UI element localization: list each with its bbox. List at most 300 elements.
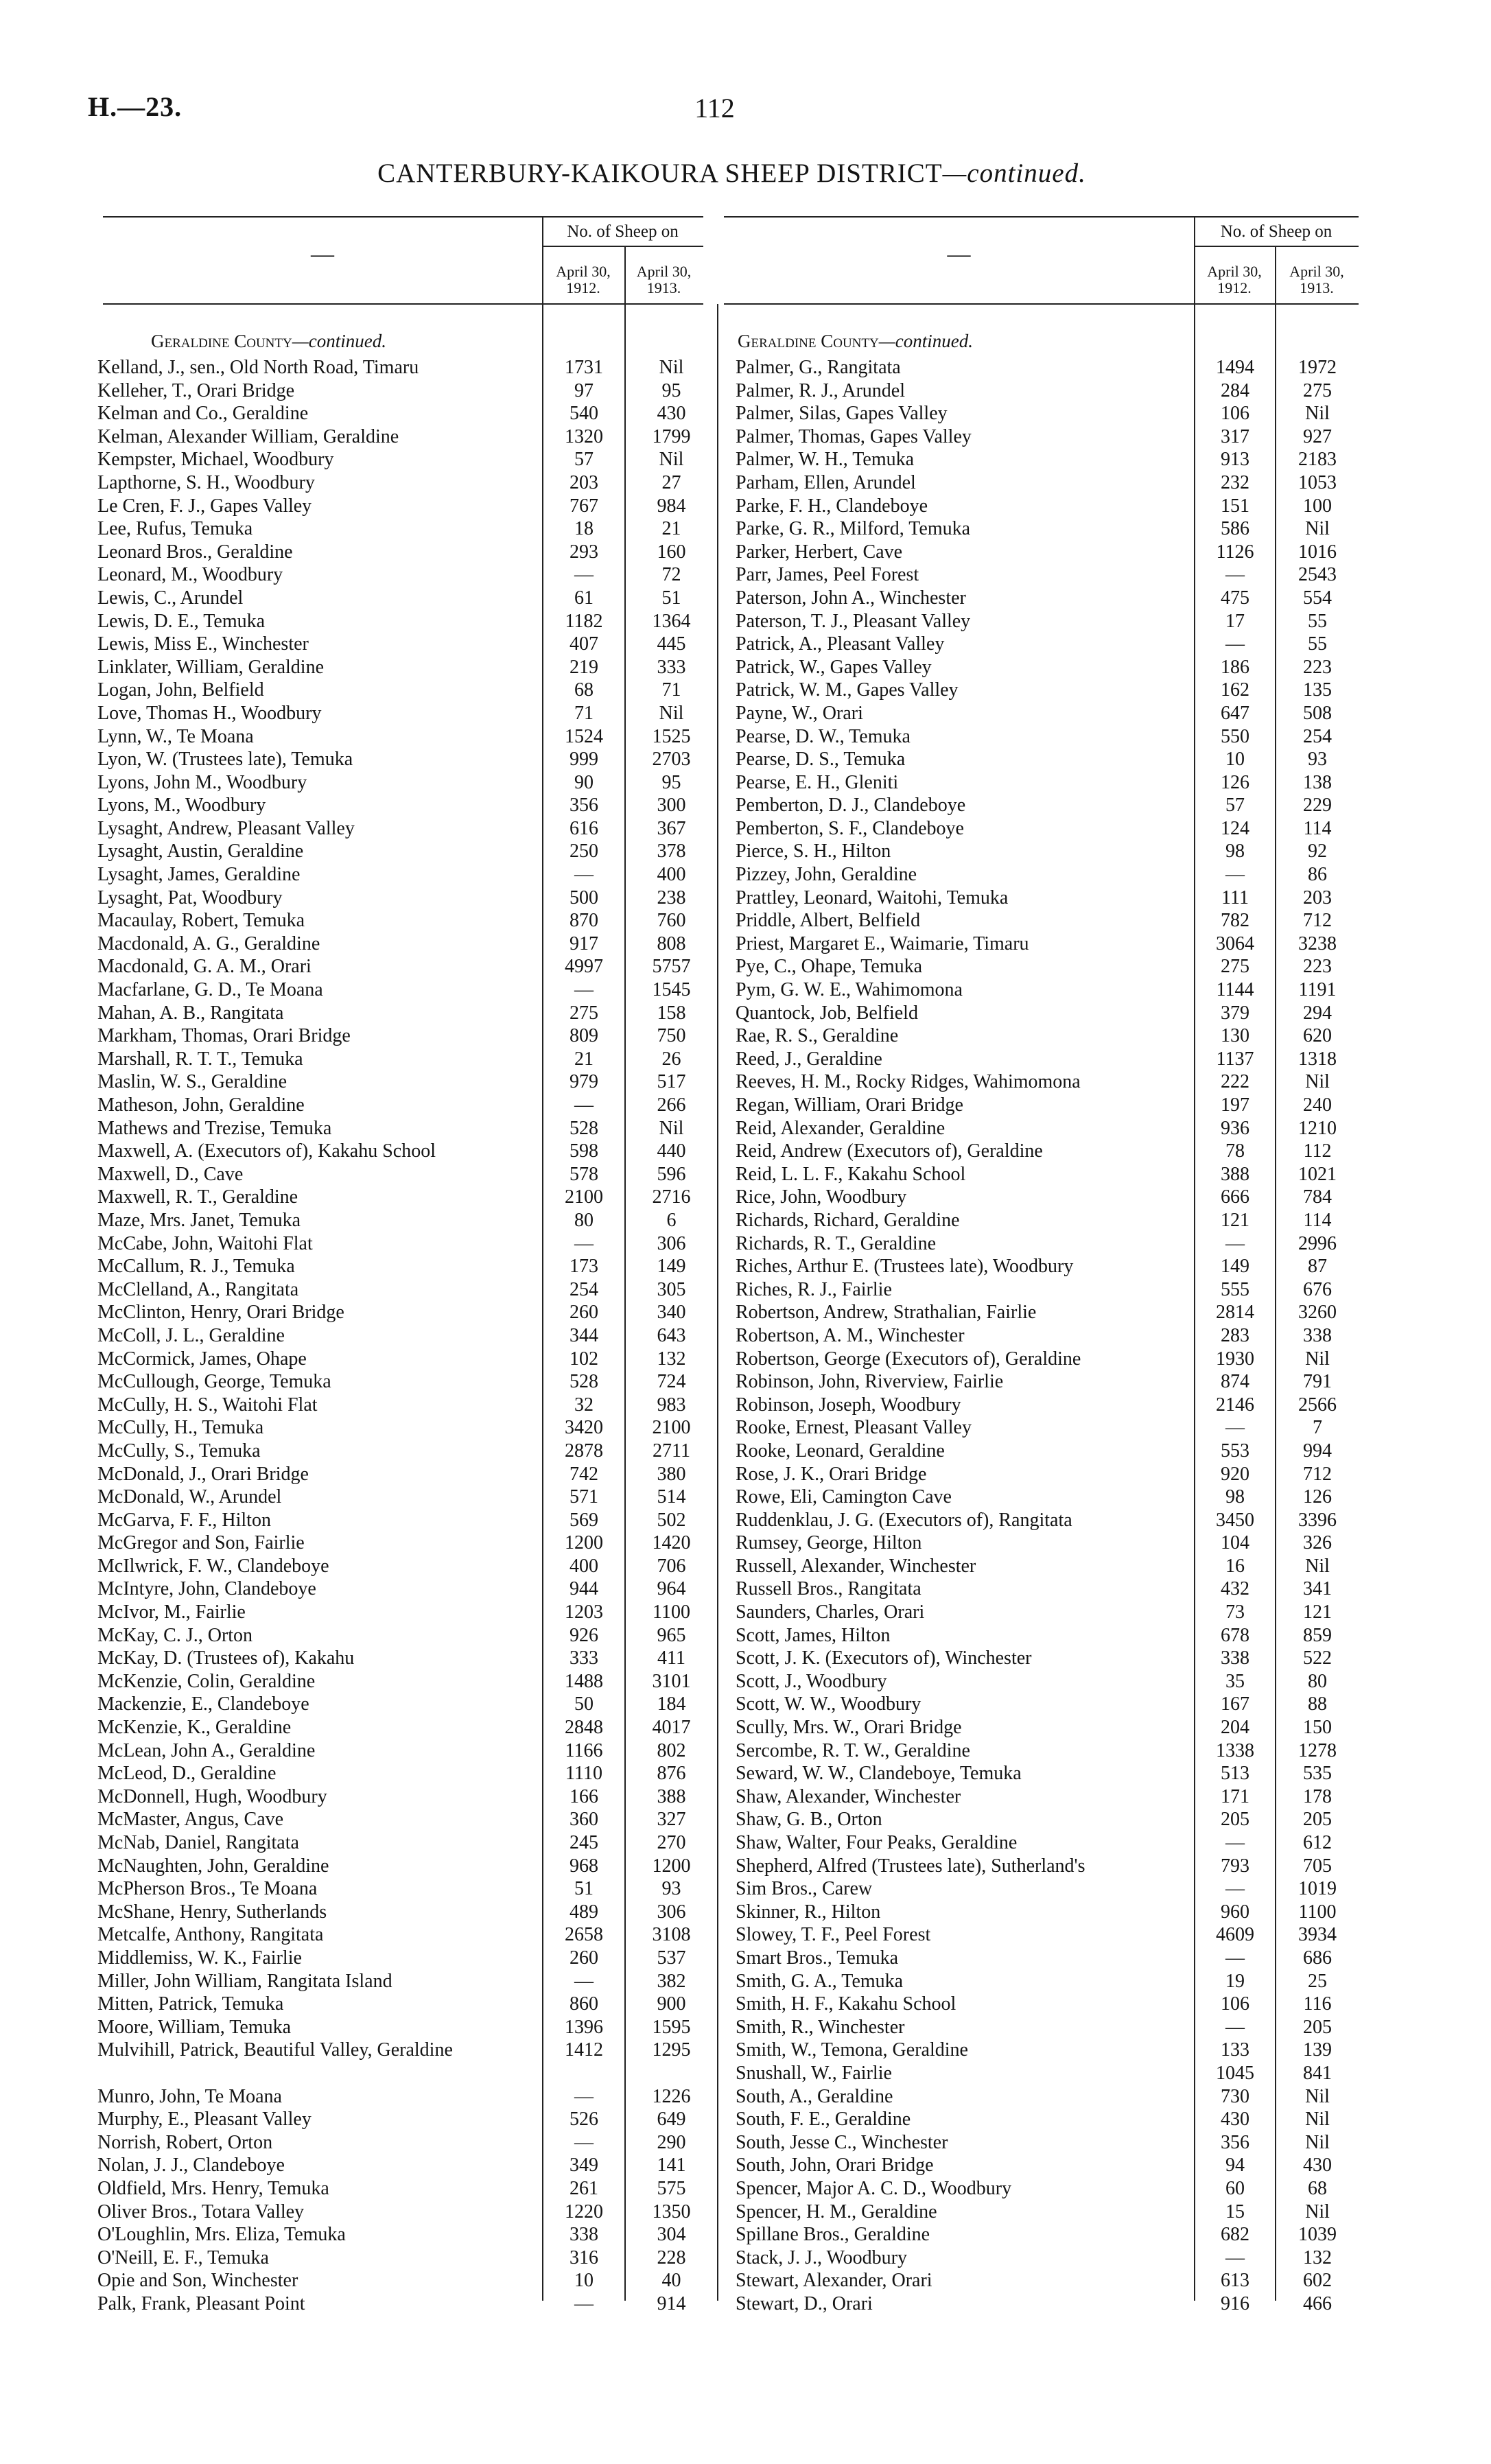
sheep-1912: 742 [570,1463,598,1485]
sheep-1912: 944 [570,1578,598,1600]
owner-name: Linklater, William, Geraldine [97,656,325,678]
sheep-1913: 306 [657,1901,686,1923]
left-rows [97,356,717,2315]
sheep-1913: 51 [661,587,681,609]
sheep-1913: 440 [657,1140,686,1162]
owner-name: Reid, Andrew (Executors of), Geraldine [736,1140,1043,1162]
table-row [736,656,1359,679]
sheep-1913: 1350 [652,2201,691,2222]
owner-name: Lynn, W., Te Moana [97,725,254,747]
owner-name: Palmer, W. H., Temuka [736,449,915,471]
sheep-1912: 204 [1221,1717,1249,1739]
sheep-1912: 35 [1225,1670,1245,1692]
owner-name: Pym, G. W. E., Wahimomona [736,979,963,1001]
sheep-1913: 522 [1303,1647,1332,1669]
owner-name: Macaulay, Robert, Temuka [97,910,305,932]
table-row [97,563,717,587]
owner-name: McKenzie, Colin, Geraldine [97,1670,316,1692]
table-row [736,1024,1359,1048]
owner-name: Saunders, Charles, Orari [736,1601,925,1623]
sheep-1913: 71 [661,679,681,701]
owner-name: Shaw, Alexander, Winchester [736,1785,961,1807]
owner-name: Nolan, J. J., Clandeboye [97,2155,285,2176]
owner-name: Maze, Mrs. Janet, Temuka [97,1209,301,1231]
sheep-1912: — [574,2292,594,2314]
owner-name: Patrick, W., Gapes Valley [736,656,932,678]
sheep-1913: 712 [1303,910,1332,932]
sheep-1912: 3450 [1216,1509,1254,1531]
table-row [736,1555,1359,1578]
sheep-1913: 4017 [652,1717,691,1739]
sheep-1913: 430 [657,403,686,425]
owner-name: Stewart, Alexander, Orari [736,2270,932,2292]
owner-name: O'Neill, E. F., Temuka [97,2246,269,2268]
owner-name: South, John, Orari Bridge [736,2155,934,2176]
sheep-1912: 430 [1221,2109,1249,2131]
sheep-1913: 223 [1303,956,1332,978]
table-row [97,517,717,541]
sheep-1913: 205 [1303,2016,1332,2038]
owner-name: Miller, John William, Rangitata Island [97,1970,392,1992]
owner-name: McNab, Daniel, Rangitata [97,1832,299,1853]
sheep-1913: 139 [1303,2039,1332,2061]
sheep-1912: 1137 [1216,1048,1254,1070]
owner-name: McGarva, F. F., Hilton [97,1509,271,1531]
table-row [736,2108,1359,2131]
owner-name: Shaw, G. B., Orton [736,1809,882,1831]
sheep-1912: — [574,864,594,886]
sheep-1912: 17 [1225,610,1245,632]
owner-name: Kelman, Alexander William, Geraldine [97,425,399,447]
table-row [97,1601,717,1624]
sheep-1913: 686 [1303,1947,1332,1969]
table-row [736,495,1359,518]
table-row [97,1785,717,1809]
table-row [736,794,1359,817]
left-col2-line2: 1913. [646,279,681,296]
owner-name: McDonnell, Hugh, Woodbury [97,1785,327,1807]
table-row [736,1002,1359,1025]
sheep-1913: 254 [1303,725,1332,747]
sheep-1913: 21 [661,518,681,540]
sheep-1912: — [1225,1417,1245,1439]
sheep-1913: 87 [1308,1256,1327,1278]
owner-name: Macdonald, A. G., Geraldine [97,932,320,954]
owner-name: Prattley, Leonard, Waitohi, Temuka [736,887,1009,908]
owner-name: Riches, Arthur E. (Trustees late), Woodbury [736,1256,1074,1278]
sheep-1913: 750 [657,1025,686,1047]
table-row [736,1739,1359,1763]
sheep-1913: 114 [1303,817,1332,839]
sheep-1912: 121 [1221,1209,1249,1231]
table-row [97,1970,717,1993]
sheep-1912: 293 [570,541,598,563]
sheep-1913: Nil [659,1117,684,1139]
sheep-1912: — [1225,2246,1245,2268]
owner-name: Stewart, D., Orari [736,2292,873,2314]
owner-name: Rooke, Leonard, Geraldine [736,1440,945,1462]
table-row [97,817,717,841]
sheep-1912: 133 [1221,2039,1249,2061]
sheep-1912: 349 [570,2155,598,2176]
sheep-1913: 2100 [652,1417,691,1439]
table-row [97,1670,717,1693]
table-row [97,1831,717,1855]
table-row [97,771,717,795]
sheep-1913: Nil [1305,518,1330,540]
left-col1-line1: April 30, [556,263,611,280]
owner-name: Scott, J., Woodbury [736,1670,887,1692]
owner-name: Patrick, A., Pleasant Valley [736,633,945,655]
owner-name: Richards, Richard, Geraldine [736,1209,960,1231]
sheep-1912: 550 [1221,725,1249,747]
sheep-1912: 979 [570,1071,598,1093]
table-row [736,1647,1359,1670]
right-header-no-of-sheep: No. of Sheep on [1220,222,1332,241]
sheep-1913: 2183 [1298,449,1337,471]
owner-name: McCully, H. S., Waitohi Flat [97,1394,318,1416]
owner-name: Marshall, R. T. T., Temuka [97,1048,303,1070]
sheep-1913: 93 [661,1878,681,1900]
table-row [736,379,1359,403]
table-row [736,1140,1359,1163]
owner-name: Pye, C., Ohape, Temuka [736,956,923,978]
table-row [97,1370,717,1394]
sheep-1913: 2996 [1298,1232,1337,1254]
table-row [736,1785,1359,1809]
owner-name: Kelleher, T., Orari Bridge [97,379,295,401]
table-row [97,633,717,656]
sheep-1913: 228 [657,2246,686,2268]
table-row [736,633,1359,656]
sheep-1912: 173 [570,1256,598,1278]
sheep-1913: 340 [657,1302,686,1324]
sheep-1913: 126 [1303,1486,1332,1508]
sheep-1913: 1019 [1298,1878,1337,1900]
owner-name: Le Cren, F. J., Gapes Valley [97,495,312,517]
table-row [97,1186,717,1209]
sheep-1912: 50 [574,1693,594,1715]
sheep-1912: 553 [1221,1440,1249,1462]
right-col1-line2: 1912. [1217,279,1252,296]
sheep-1912: 809 [570,1025,598,1047]
table-row [736,1577,1359,1601]
sheep-1913: 876 [657,1763,686,1785]
table-row [736,1117,1359,1140]
owner-name: McCullough, George, Temuka [97,1371,331,1393]
owner-name: Lyon, W. (Trustees late), Temuka [97,749,353,771]
sheep-1912: 130 [1221,1025,1249,1047]
left-body-rule-c [717,304,718,2301]
table-row [736,2223,1359,2246]
owner-name: Opie and Son, Winchester [97,2270,298,2292]
sheep-1913: 554 [1303,587,1332,609]
right-header-col2 [1275,263,1359,296]
left-header-mid-rule [542,246,703,247]
sheep-1912: 1203 [565,1601,603,1623]
owner-name: Robertson, Andrew, Strathalian, Fairlie [736,1302,1037,1324]
sheep-1912: 528 [570,1371,598,1393]
owner-name: Scott, James, Hilton [736,1624,891,1646]
sheep-1912: 124 [1221,817,1249,839]
sheep-1912: 16 [1225,1555,1245,1577]
sheep-1913: 3238 [1298,932,1337,954]
sheep-1912: 32 [574,1394,594,1416]
table-row [97,1877,717,1901]
sheep-1913: 983 [657,1394,686,1416]
owner-name: Lewis, D. E., Temuka [97,610,266,632]
sheep-1913: 914 [657,2292,686,2314]
sheep-1912: 203 [570,471,598,493]
table-row [97,2131,717,2155]
sheep-1913: 3396 [1298,1509,1337,1531]
owner-name: Maxwell, R. T., Geraldine [97,1186,298,1208]
sheep-1913: 712 [1303,1463,1332,1485]
owner-name: Rowe, Eli, Camington Cave [736,1486,952,1508]
sheep-1912: 260 [570,1302,598,1324]
table-row [736,909,1359,932]
owner-name: Mathews and Trezise, Temuka [97,1117,332,1139]
sheep-1912: 920 [1221,1463,1249,1485]
sheep-1913: 430 [1303,2155,1332,2176]
table-row [736,679,1359,702]
sheep-1913: 1200 [652,1855,691,1877]
owner-name: Macfarlane, G. D., Te Moana [97,979,323,1001]
owner-name: Rice, John, Woodbury [736,1186,907,1208]
sheep-1913: 160 [657,541,686,563]
owner-name: Markham, Thomas, Orari Bridge [97,1025,351,1047]
sheep-1912: 98 [1225,841,1245,863]
owner-name: Lewis, Miss E., Winchester [97,633,309,655]
sheep-1913: 1039 [1298,2224,1337,2246]
sheep-1912: 126 [1221,771,1249,793]
sheep-1913: 1100 [1298,1901,1337,1923]
table-row [97,1301,717,1324]
sheep-1913: 508 [1303,702,1332,724]
sheep-1913: 984 [657,495,686,517]
sheep-1913: 25 [1308,1970,1327,1992]
left-header-col2 [624,263,703,296]
sheep-1912: 4997 [565,956,603,978]
table-row [736,1278,1359,1302]
table-row [97,2108,717,2131]
sheep-1912: 10 [1225,749,1245,771]
sheep-1913: 927 [1303,425,1332,447]
table-row [97,2039,717,2085]
sheep-1912: 260 [570,1947,598,1969]
sheep-1912: 356 [570,795,598,817]
owner-name: McNaughten, John, Geraldine [97,1855,329,1877]
owner-name: Oliver Bros., Totara Valley [97,2201,305,2222]
owner-name: McPherson Bros., Te Moana [97,1878,318,1900]
owner-name: Pizzey, John, Geraldine [736,864,917,886]
sheep-1913: 80 [1308,1670,1327,1692]
owner-name: Stack, J. J., Woodbury [736,2246,908,2268]
table-row [736,1509,1359,1532]
sheep-1912: — [1225,1232,1245,1254]
owner-name: Munro, John, Te Moana [97,2085,282,2107]
sheep-1913: 388 [657,1785,686,1807]
sheep-1913: Nil [1305,2109,1330,2131]
sheep-1913: 517 [657,1071,686,1093]
owner-name: McClinton, Henry, Orari Bridge [97,1302,344,1324]
table-row [97,1993,717,2016]
table-row [97,679,717,702]
left-col2-line1: April 30, [636,263,692,280]
table-row [97,1739,717,1763]
owner-name: Regan, William, Orari Bridge [736,1094,963,1116]
sheep-1912: 513 [1221,1763,1249,1785]
table-row [736,1324,1359,1348]
right-header-col1 [1194,263,1275,296]
table-row [736,1762,1359,1785]
sheep-1912: 61 [574,587,594,609]
sheep-1912: 1930 [1216,1348,1254,1370]
owner-name: Parker, Herbert, Cave [736,541,902,563]
owner-name: McIvor, M., Fairlie [97,1601,246,1623]
sheep-1912: 261 [570,2177,598,2199]
table-row [736,748,1359,771]
sheep-1912: 1731 [565,357,603,378]
right-header-dash: — [947,242,971,267]
sheep-1913: 802 [657,1739,686,1761]
sheep-1913: 445 [657,633,686,655]
table-row [97,2177,717,2201]
table-row [736,725,1359,749]
sheep-1913: 205 [1303,1809,1332,1831]
sheep-1912: 400 [570,1555,598,1577]
sheep-1913: 290 [657,2131,686,2153]
table-row [97,425,717,449]
table-row [736,425,1359,449]
sheep-1912: 2146 [1216,1394,1254,1416]
sheep-1913: 1278 [1298,1739,1337,1761]
sheep-1912: 250 [570,841,598,863]
owner-name: Lysaght, Austin, Geraldine [97,841,304,863]
owner-name: Pearse, D. W., Temuka [736,725,911,747]
sheep-1912: — [574,979,594,1001]
sheep-1913: 1053 [1298,471,1337,493]
owner-name: Palmer, G., Rangitata [736,357,901,378]
sheep-1912: 1338 [1216,1739,1254,1761]
sheep-1912: 57 [574,449,594,471]
owner-name: Pierce, S. H., Hilton [736,841,891,863]
table-row [736,2039,1359,2062]
table-row [736,402,1359,425]
owner-name: Palmer, R. J., Arundel [736,379,905,401]
sheep-1913: 223 [1303,656,1332,678]
sheep-1912: 57 [1225,795,1245,817]
sheep-1913: 400 [657,864,686,886]
sheep-1912: 219 [570,656,598,678]
owner-name: McCabe, John, Waitohi Flat [97,1232,313,1254]
table-row [97,1232,717,1256]
sheep-1913: 55 [1308,633,1327,655]
sheep-1912: 10 [574,2270,594,2292]
sheep-1912: 205 [1221,1809,1249,1831]
sheep-1913: 411 [657,1647,685,1669]
sheep-1912: 2848 [565,1717,603,1739]
sheep-1912: 379 [1221,1002,1249,1024]
sheep-1913: 1420 [652,1532,691,1554]
table-row [97,495,717,518]
sheep-1912: 60 [1225,2177,1245,2199]
sheep-1912: — [1225,1878,1245,1900]
owner-name: McCallum, R. J., Temuka [97,1256,295,1278]
table-row [97,1555,717,1578]
sheep-1913: 132 [1303,2246,1332,2268]
table-row [736,887,1359,910]
sheep-1912: — [1225,633,1245,655]
sheep-1913: 382 [657,1970,686,1992]
sheep-1912: 2100 [565,1186,603,1208]
table-row [736,1901,1359,1924]
sheep-1913: 294 [1303,1002,1332,1024]
page-number: 112 [694,93,735,124]
table-row [736,1440,1359,1463]
table-row [97,1577,717,1601]
sheep-1912: — [574,2085,594,2107]
owner-name: McDonald, J., Orari Bridge [97,1463,309,1485]
sheep-1912: — [574,1094,594,1116]
table-row [736,1370,1359,1394]
sheep-1912: 1488 [565,1670,603,1692]
sheep-1913: 602 [1303,2270,1332,2292]
sheep-1913: 965 [657,1624,686,1646]
sheep-1912: 917 [570,932,598,954]
sheep-1913: 900 [657,1993,686,2015]
owner-name: Rae, R. S., Geraldine [736,1025,899,1047]
owner-name: Moore, William, Temuka [97,2016,292,2038]
owner-name: McClelland, A., Rangitata [97,1278,299,1300]
owner-name: O'Loughlin, Mrs. Eliza, Temuka [97,2224,346,2246]
owner-name: McLean, John A., Geraldine [97,1739,316,1761]
sheep-1913: 326 [1303,1532,1332,1554]
sheep-1913: 724 [657,1371,686,1393]
sheep-1912: — [1225,1832,1245,1853]
sheep-1912: 151 [1221,495,1249,517]
table-row [97,656,717,679]
sheep-1912: 356 [1221,2131,1249,2153]
sheep-1912: 78 [1225,1140,1245,1162]
sheep-1912: 232 [1221,471,1249,493]
owner-name: Spencer, H. M., Geraldine [736,2201,937,2222]
table-row [97,1094,717,1117]
sheep-1912: 106 [1221,403,1249,425]
sheep-1913: 612 [1303,1832,1332,1853]
table-row [97,702,717,725]
table-row [97,1440,717,1463]
owner-name: Reed, J., Geraldine [736,1048,882,1070]
sheep-1913: 2543 [1298,564,1337,586]
sheep-1913: 135 [1303,679,1332,701]
table-row [97,1463,717,1486]
table-row [97,1278,717,1302]
table-row [97,1140,717,1163]
table-row [97,1002,717,1025]
sheep-1912: 666 [1221,1186,1249,1208]
sheep-1913: 150 [1303,1717,1332,1739]
table-row [97,1048,717,1071]
table-row [97,1324,717,1348]
sheep-1912: 1320 [565,425,603,447]
sheep-1912: 3420 [565,1417,603,1439]
sheep-1912: 388 [1221,1163,1249,1185]
sheep-1913: Nil [1305,1071,1330,1093]
sheep-1912: 960 [1221,1901,1249,1923]
owner-name: Norrish, Robert, Orton [97,2131,273,2153]
sheep-1912: 186 [1221,656,1249,678]
